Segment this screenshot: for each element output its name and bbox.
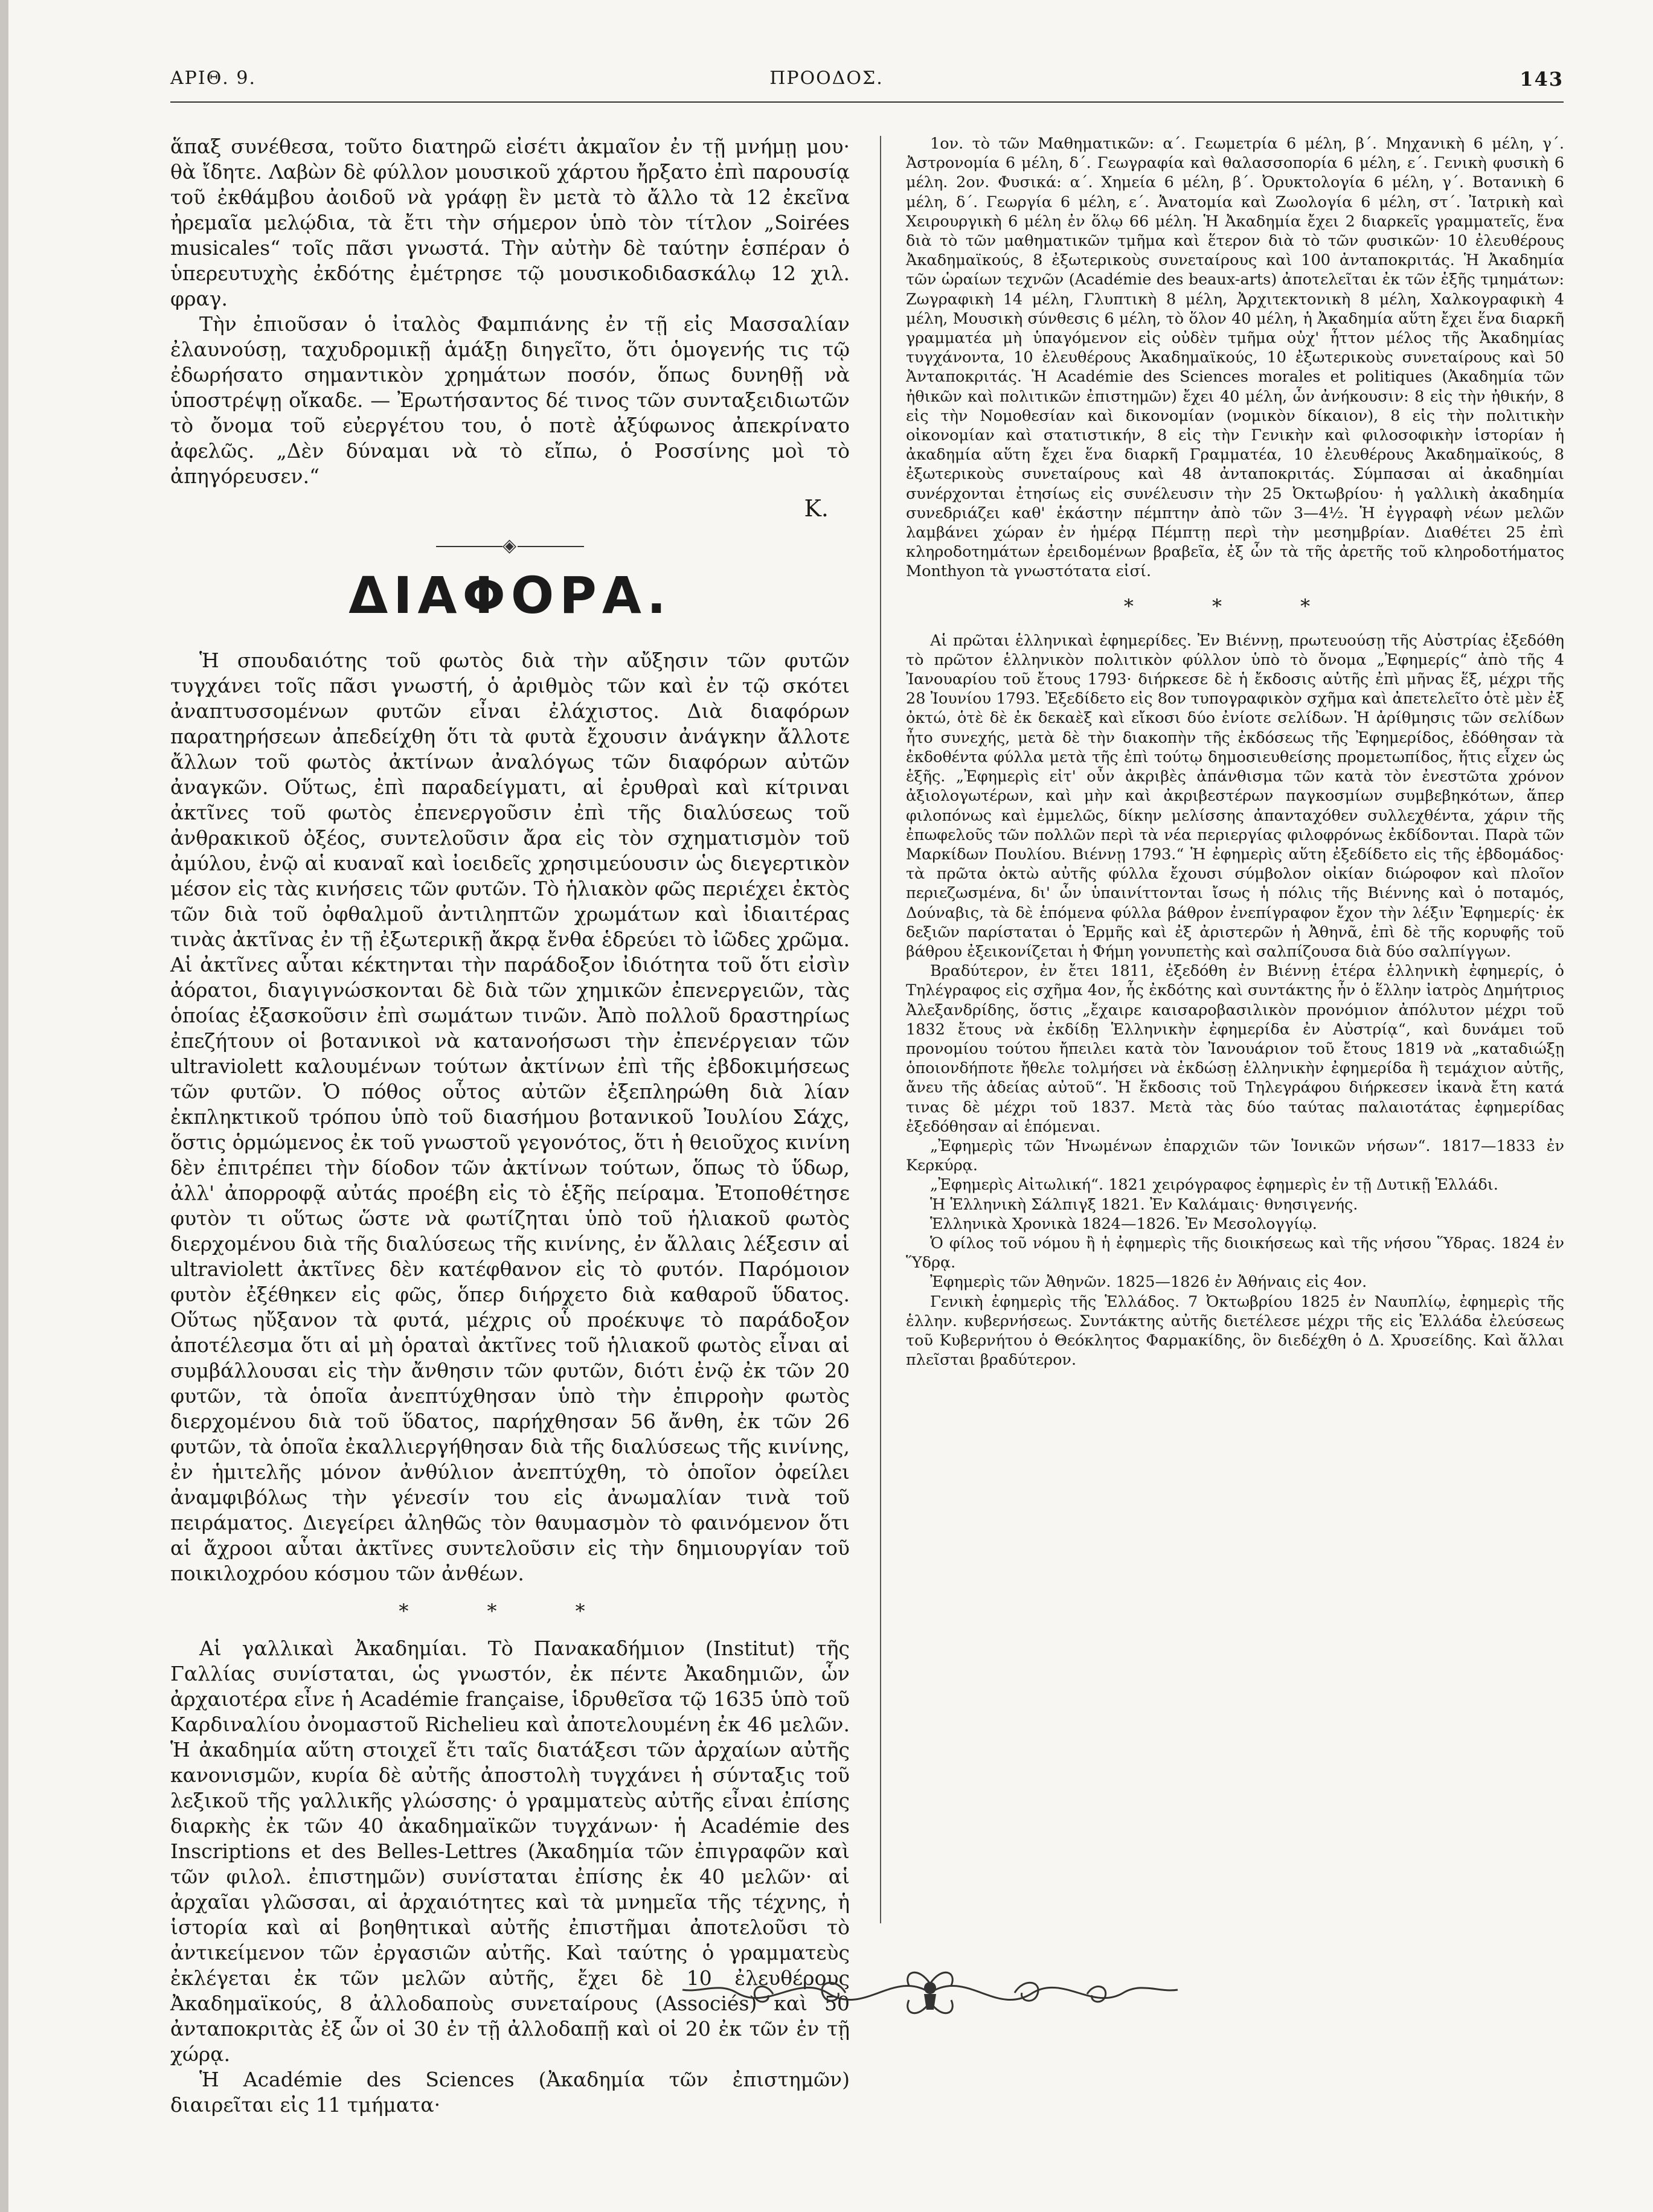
column-rule: [880, 136, 881, 1923]
header-rule: [170, 101, 1564, 103]
academy-sections: 1ον. τὸ τῶν Μαθηματικῶν: α΄. Γεωμετρία 6 μέλη, β΄. Μηχανικὴ 6 μέλη, γ΄. Ἀστρονομία 6 μέλη, δ΄. Γεωγραφία καὶ θαλασσοπορία 6 μέλη, ε΄. Γενικὴ φυσικὴ 6 μέλη. 2ον. Φυσικά: α΄. Χημεία 6 μέλη, β΄. Ὀρυκτολογία 6 μέλη, γ΄. Βοτανικὴ 6 μέλη, δ΄. Γεωργία 6 μέλη, ε΄. Ἀνατομία καὶ Ζωολογία 6 μέλη, στ΄. Ἰατρικὴ καὶ Χειρουργικὴ 6 μέλη ἐν ὅλῳ 66 μέλη. Ἡ Ἀκαδημία ἔχει 2 διαρκεῖς γραμματεῖς, ἕνα διὰ τὸ τῶν μαθηματικῶν τμῆμα καὶ ἕτερον διὰ τὸ τῶν φυσικῶν· 10 ἐλευθέρους Ἀκαδημαϊκούς, 8 ἐξωτερικοὺς συνεταίρους καὶ 100 ἀνταποκριτάς. Ἡ Ἀκαδημία τῶν ὡραίων τεχνῶν (Académie des beaux-arts) ἀποτελεῖται ἐκ τῶν ἑξῆς τμημάτων: Ζωγραφικὴ 14 μέλη, Γλυπτικὴ 8 μέλη, Ἀρχιτεκτονικὴ 8 μέλη, Χαλκογραφικὴ 4 μέλη, Μουσικὴ σύνθεσις 6 μέλη, τὸ ὅλον 40 μέλη, ἡ Ἀκαδημία αὕτη ἔχει ἕνα διαρκῆ γραμματέα μὴ ὑπαγόμενον εἰς οὐδὲν τμῆμα οὐχ' ἧττον μέλος τῆς Ἀκαδημίας τυγχάνοντα, 10 ἐλευθέρους Ἀκαδημαϊκούς, 10 ἐξωτερικοὺς συνεταίρους καὶ 50 Ἀνταποκριτάς. Ἡ Académie des Sciences morales et politiques (Ἀκαδημία τῶν ἠθικῶν καὶ πολιτικῶν ἐπιστημῶν) ἔχει 40 μέλη, ὧν ἀνήκουσιν: 8 εἰς τὴν ἠθικήν, 8 εἰς τὴν Νομοθεσίαν καὶ δικονομίαν (νομικὸν δίκαιον), 8 εἰς τὴν πολιτικὴν οἰκονομίαν καὶ στατιστικήν, 8 εἰς τὴν Γενικὴν καὶ φιλοσοφικὴν ἱστορίαν ἡ ἀκαδημία αὕτη ἔχει ἕνα διαρκῆ Γραμματέα, 10 ἐλευθέρους Ἀκαδημαϊκούς, 8 ἐξωτερικοὺς συνεταίρους καὶ 48 ἀνταποκριτάς. Σύμπασαι αἱ ἀκαδημίαι συνέρχονται ἐτησίως εἰς συνέλευσιν τὴν 25 Ὀκτωβρίου· ἡ γαλλικὴ ἀκαδημία συνεδριάζει καθ' ἑκάστην πέμπτην ἀπὸ τῶν 3—4½. Ἡ ἐγγραφὴ νέων μελῶν λαμβάνει χώραν ἐν ἡμέρᾳ Πέμπτῃ περὶ τὴν μεσημβρίαν. Διαθέτει 25 ἐπὶ κληροδοτημάτων ἐρειδομένων βραβεῖα, ἐξ ὧν τὰ τῆς ἀρετῆς τοῦ κληροδοτήματος Monthyon τὰ γνωστότατα εἰσί.: [906, 135, 1564, 581]
article-newspapers: Βραδύτερον, ἐν ἔτει 1811, ἐξεδόθη ἐν Βιέννῃ ἑτέρα ἑλληνικὴ ἐφημερίς, ὁ Τηλέγραφος εἰς σχῆμα 4ον, ἧς ἐκδότης καὶ συντάκτης ἦν ὁ ἕλλην ἰατρὸς Δημήτριος Ἀλεξανδρίδης, ὅστις „ἔχαιρε καισαροβασιλικὸν προνόμιον ἀπόλυτον μέχρι τοῦ 1832 ἔτους νὰ ἐκδίδῃ Ἑλληνικὴν ἐφημερίδα ἐν Αὐστρίᾳ“, καὶ δυνάμει τοῦ προνομίου τούτου ἤπειλει κατὰ τὸν Ἰανουάριον τοῦ ἔτους 1819 νὰ „καταδιώξῃ ὁποιονδήποτε ἤθελε τολμήσει νὰ ἐκδώσῃ ἑλληνικὴν ἐφημερίδα ἢ τεμάχιον αὐτῆς, ἄνευ τῆς ἀδείας αὐτοῦ“. Ἡ ἔκδοσις τοῦ Τηλεγράφου διήρκεσεν ἱκανὰ ἔτη κατά τινας δὲ μέχρι τοῦ 1837. Μετὰ τὰς δύο ταύτας παλαιοτάτας ἐφημερίδας ἐξεδόθησαν αἱ ἑπόμεναι.: [906, 962, 1564, 1136]
author-signature: Κ.: [804, 495, 829, 522]
journal-title: ΠΡΟΟΔΟΣ.: [769, 68, 884, 89]
issue-number: ΑΡΙΘ. 9.: [170, 68, 256, 89]
newspaper-list-item: Ἐφημερὶς τῶν Ἀθηνῶν. 1825—1826 ἐν Ἀθήναις εἰς 4ον.: [930, 1273, 1367, 1292]
section-title: ΔΙΑΦΟΡΑ.: [348, 566, 672, 625]
asterisk-separator: * * *: [399, 1600, 621, 1623]
article-academies: Αἱ γαλλικαὶ Ἀκαδημίαι. Τὸ Πανακαδήμιον (Institut) τῆς Γαλλίας συνίσταται, ὡς γνωστόν, ἐκ πέντε Ἀκαδημιῶν, ὧν ἀρχαιοτέρα εἶνε ἡ Académie française, ἱδρυθεῖσα τῷ 1635 ὑπὸ τοῦ Καρδιναλίου ὀνομαστοῦ Richelieu καὶ ἀποτελουμένη ἐκ 46 μελῶν. Ἡ ἀκαδημία αὕτη στοιχεῖ ἔτι ταῖς διατάξεσι τῶν ἀρχαίων αὐτῆς κανονισμῶν, κυρία δὲ αὐτῆς ἀποστολὴ τυγχάνει ἡ σύνταξις τοῦ λεξικοῦ τῆς γαλλικῆς γλώσσης· ὁ γραμματεὺς αὐτῆς εἶναι ἐπίσης διαρκὴς ἐκ τῶν 40 ἀκαδημαϊκῶν τυγχάνων· ἡ Académie des Inscriptions et des Belles-Lettres (Ἀκαδημία τῶν ἐπιγραφῶν καὶ τῶν φιλολ. ἐπιστημῶν) συνίσταται ἐπίσης ἐκ 40 μελῶν· αἱ ἀρχαῖαι γλῶσσαι, αἱ ἀρχαιότητες καὶ τὰ μνημεῖα τῆς τέχνης, ἡ ἱστορία καὶ αἱ βοηθητικαὶ αὐτῆς ἐπιστῆμαι ἀποτελοῦσι τὸ ἀντικείμενον τῶν ἐργασιῶν αὐτῆς. Καὶ ταύτης ὁ γραμματεὺς ἐκλέγεται ἐκ τῶν μελῶν αὐτῆς, ἔχει δὲ 10 ἐλευθέρους Ἀκαδημαϊκούς, 8 ἀλλοδαποὺς συνεταίρους (Associés) καὶ 50 ἀνταποκριτὰς ἐξ ὧν οἱ 30 ἐν τῇ ἀλλοδαπῇ καὶ οἱ 20 ἐκ τῶν ἐν τῇ χώρᾳ.: [170, 1637, 850, 2066]
diamond-icon: ◈: [502, 535, 518, 556]
right-column: [906, 134, 1564, 1370]
newspaper-list-item: Ὁ φίλος τοῦ νόμου ἢ ἡ ἐφημερὶς τῆς διοικήσεως καὶ τῆς νήσου Ὕδρας. 1824 ἐν Ὕδρᾳ.: [906, 1234, 1564, 1272]
newspaper-list-item: Γενικὴ ἐφημερὶς τῆς Ἑλλάδος. 7 Ὀκτωβρίου 1825 ἐν Ναυπλίῳ, ἐφημερὶς τῆς ἑλλην. κυβερνήσεως. Συντάκτης αὐτῆς διετέλεσε μέχρι τῆς εἰς Ἑλλάδα ἐλεύσεως τοῦ Κυβερνήτου ὁ Θεόκλητος Φαρμακίδης, ὃν διεδέχθη ὁ Δ. Χρυσείδης. Καὶ ἄλλαι πλεῖσται βραδύτερον.: [906, 1292, 1564, 1370]
cherub-scroll-ornament-icon: [664, 1957, 1196, 2029]
newspaper-list-item: Ἡ Ἑλληνικὴ Σάλπιγξ 1821. Ἐν Καλάμαις· θνησιγενής.: [930, 1195, 1358, 1214]
article-sciences: Ἡ Académie des Sciences (Ἀκαδημία τῶν ἐπιστημῶν) διαιρεῖται εἰς 11 τμήματα·: [170, 2068, 850, 2117]
asterisk-separator: * * *: [1123, 594, 1347, 618]
newspaper-list-item: Ἑλληνικὰ Χρονικὰ 1824—1826. Ἐν Μεσολογγίῳ.: [930, 1214, 1317, 1233]
story-paragraph: ἅπαξ συνέθεσα, τοῦτο διατηρῶ εἰσέτι ἀκμαῖον ἐν τῇ μνήμῃ μου· θὰ ἴδητε. Λαβὼν δὲ φύλλον μουσικοῦ χάρτου ἤρξατο ἐπὶ παρουσίᾳ τοῦ ἐκθάμβου ἀοιδοῦ νὰ γράφῃ ἓν μετὰ τὸ ἄλλο τὰ 12 ἐκεῖνα ἠρεμαῖα μελῴδια, τὰ ἔτι τὴν σήμερον ὑπὸ τὸν τίτλον „Soirées musicales“ τοῖς πᾶσι γνωστά. Τὴν αὐτὴν δὲ ταύτην ἑσπέραν ὁ ὑπερευτυχὴς ἐκδότης ἐμέτρησε τῷ μουσικοδιδασκάλῳ 12 χιλ. φραγ.: [170, 135, 850, 310]
article-light: Ἡ σπουδαιότης τοῦ φωτὸς διὰ τὴν αὔξησιν τῶν φυτῶν τυγχάνει τοῖς πᾶσι γνωστή, ὁ ἀριθμὸς τῶν καὶ ἐν τῷ σκότει ἀναπτυσσομένων φυτῶν εἶναι ἐλάχιστος. Διὰ διαφόρων παρατηρήσεων ἀπεδείχθη ὅτι τὰ φυτὰ ἔχουσιν ἀνάγκην ἄλλοτε ἄλλων τοῦ φωτὸς ἀκτίνων ἀναλόγως τῶν διαφόρων αὐτῶν ἀναγκῶν. Οὕτως, ἐπὶ παραδείγματι, αἱ ἐρυθραὶ καὶ κίτριναι ἀκτῖνες τοῦ φωτὸς ἐπενεργοῦσιν ἐπὶ τῆς διαλύσεως τοῦ ἀνθρακικοῦ ὀξέος, συντελοῦσιν ἄρα εἰς τὸν σχηματισμὸν τοῦ ἀμύλου, ἐνῷ αἱ κυαναῖ καὶ ἰοειδεῖς χρησιμεύουσιν ὡς διεγερτικὸν μέσον εἰς τὰς κινήσεις τῶν φυτῶν. Τὸ ἡλιακὸν φῶς περιέχει ἐκτὸς τῶν διὰ τοῦ ὀφθαλμοῦ ἀντιληπτῶν χρωμάτων καὶ ἰδιαιτέρας τινὰς ἀκτῖνας ἐν τῇ ἐξωτερικῇ ἄκρᾳ ἔνθα ἑδρεύει τὸ ἰῶδες χρῶμα. Αἱ ἀκτῖνες αὗται κέκτηνται τὴν παράδοξον ἰδιότητα τοῦ ὅτι εἰσὶν ἀόρατοι, διαγιγνώσκονται δὲ διὰ τῶν χημικῶν ἐπενεργειῶν, τὰς ὁποίας ἐξασκοῦσιν ἐπὶ σωμάτων τινῶν. Ἀπὸ πολλοῦ δραστηρίως ἐπεζήτουν οἱ βοτανικοὶ νὰ κατανοήσωσι τὴν ἐπενέργειαν τῶν ultraviolett καλουμένων τούτων ἀκτίνων ἐπὶ τῆς ἐβδοκιμήσεως τῶν φυτῶν. Ὁ πόθος οὗτος αὐτῶν ἐξεπληρώθη διὰ λίαν ἐκπληκτικοῦ τρόπου ὑπὸ τοῦ διασήμου βοτανικοῦ Ἰουλίου Σάχς, ὅστις ὁρμώμενος ἐκ τοῦ γνωστοῦ γεγονότος, ὅτι ἡ θειοῦχος κινίνη δὲν ἐπιτρέπει τὴν δίοδον τῶν ἀκτίνων τούτων, ὅπως τὸ ὕδωρ, ἀλλ' ἀπορροφᾷ αὐτάς προέβη εἰς τὸ ἑξῆς πείραμα. Ἐτοποθέτησε φυτὸν τι οὕτως ὥστε νὰ φωτίζηται ὑπὸ τοῦ ἡλιακοῦ φωτὸς διερχομένου διὰ τῆς διαλύσεως τῆς κινίνης, ἐν ἄλλαις λέξεσιν αἱ ultraviolett ἀκτῖνες δὲν κατέφθανον εἰς τὸ φυτόν. Παρόμοιον φυτὸν ἐξέθηκεν εἰς φῶς, ὅπερ διήρχετο διὰ καθαροῦ ὕδατος. Οὕτως ηὔξανον τὰ φυτά, μέχρις οὗ προέκυψε τὸ παράδοξον ἀποτέλεσμα ὅτι αἱ μὴ ὁραταὶ ἀκτῖνες τοῦ ἡλιακοῦ φωτὸς εἶναι αἱ συμβάλλουσαι εἰς τὴν ἄνθησιν τῶν φυτῶν, διότι ἐνῷ ἐκ τῶν 20 φυτῶν, τὰ ὁποῖα ἀνεπτύχθησαν ὑπὸ τὴν ἐπιρροὴν φωτὸς διερχομένου διὰ τοῦ ὕδατος, παρήχθησαν 56 ἄνθη, ἐκ τῶν 26 φυτῶν, τὰ ὁποῖα ἐκαλλιεργήθησαν διὰ τῆς διαλύσεως τῆς κινίνης, ἐν ἡμιτελῆς μόνον ἀνθύλιον ἀνεπτύχθη, τὸ ὁποῖον ὀφείλει ἀναμφιβόλως τὴν γένεσίν του εἰς ἀνωμαλίαν τινὰ τοῦ πειράματος. Διεγείρει ἀληθῶς τὸν θαυμασμὸν τὸ φαινόμενον ὅτι αἱ ἄχροοι αὗται ἀκτῖνες συντελοῦσιν εἰς τὴν δημιουργίαν τοῦ ποικιλοχρόου κόσμου τῶν ἀνθέων.: [170, 649, 850, 1585]
article-newspapers: Αἱ πρῶται ἑλληνικαὶ ἐφημερίδες. Ἐν Βιέννῃ, πρωτευούσῃ τῆς Αὐστρίας ἐξεδόθη τὸ πρῶτον ἑλληνικὸν πολιτικὸν φύλλον ὑπὸ τὸ ὄνομα „Ἐφημερίς“ ἀπὸ τῆς 4 Ἰανουαρίου τοῦ ἔτους 1793· διήρκεσε δὲ ἡ ἔκδοσις αὐτῆς ἐπὶ μῆνας ἕξ, μέχρι τῆς 28 Ἰουνίου 1793. Ἐξεδίδετο εἰς 8ον τυπογραφικὸν σχῆμα καὶ ἀπετελεῖτο ὁτὲ μὲν ἐξ ὀκτώ, ὁτὲ δὲ ἐκ δεκαὲξ καὶ εἴκοσι δύο ἐνίοτε σελίδων. Ἡ ἀρίθμησις τῶν σελίδων ἦτο συνεχής, μετὰ δὲ τὴν διακοπὴν τῆς ἐκδόσεως τῆς Ἐφημερίδος, ἐδόθησαν τὰ ἐκδοθέντα φύλλα μετὰ τῆς ἐπὶ τούτῳ δημοσιευθείσης προμετωπίδος, ἥτις εἶχεν ὡς ἑξῆς. „Ἐφημερὶς εἰτ' οὖν ἀκριβὲς ἀπάνθισμα τῶν κατὰ τὸν ἐνεστῶτα χρόνον ἀξιολογωτέρων, καὶ μὴν καὶ ἀκριβεστέρων παγκοσμίων συμβεβηκότων, ἅπερ φιλοπόνως καὶ ἐμμελῶς, δίκην μελίσσης ἀπανταχόθεν συλλεχθέντα, χάριν τῆς ἐπωφελοῦς τῶν πολλῶν περὶ τὰ νέα περιεργίας φιλοφρόνως ἐκδίδονται. Παρὰ τῶν Μαρκίδων Πουλίου. Βιέννῃ 1793.“ Ἡ ἐφημερὶς αὕτη ἐξεδίδετο εἰς τῆς ἑβδομάδος· τὰ πρῶτα ὀκτὼ αὐτῆς φύλλα ἔχουσι σύμβολον οἰκίαν διώροφον καὶ πλοῖον περιεζωσμένα, δι' ὧν ὑπαινίττονται ἴσως ἡ πόλις τῆς Βιέννης καὶ ὁ ποταμός, Δούναβις, τὰ δὲ ἑπόμενα φύλλα βάθρον ἐνεπίγραφον ἔχον τὴν λέξιν Ἐφημερίς· ἐκ δεξιῶν παρίσταται ὁ Ἑρμῆς καὶ ἐξ ἀριστερῶν ἡ Ἀθηνᾶ, ἐπὶ δὲ τῆς κορυφῆς τοῦ βάθρου ἐξεικονίζεται ἡ Φήμη γονυπετὴς καὶ σαλπίζουσα διὰ δύο σαλπίγγων.: [906, 631, 1564, 961]
page-number: 143: [1520, 68, 1564, 91]
newspaper-list-item: „Ἐφημερὶς τῶν Ἡνωμένων ἐπαρχιῶν τῶν Ἰονικῶν νήσων“. 1817—1833 ἐν Κερκύρᾳ.: [906, 1136, 1564, 1175]
story-paragraph: Τὴν ἐπιοῦσαν ὁ ἰταλὸς Φαμπιάνης ἐν τῇ εἰς Μασσαλίαν ἐλαυνούσῃ, ταχυδρομικῇ ἁμάξῃ διηγεῖτο, ὅτι ὁμογενής τις τῷ ἐδωρήσατο σημαντικὸν χρημάτων ποσόν, ὅπως δυνηθῇ νὰ ὑποστρέψῃ οἴκαδε. — Ἐρωτήσαντος δέ τινος τῶν συνταξειδιωτῶν τὸ ὄνομα τοῦ εὐεργέτου του, ὁ ποτὲ ἀξύφωνος ἀπεκρίνατο ἀφελῶς. „Δὲν δύναμαι νὰ τὸ εἴπω, ὁ Ροσσίνης μοὶ τὸ ἀπηγόρευσεν.“: [170, 312, 850, 488]
newspaper-list-item: „Ἐφημερὶς Αἰτωλική“. 1821 χειρόγραφος ἐφημερὶς ἐν τῇ Δυτικῇ Ἑλλάδι.: [930, 1176, 1498, 1194]
left-column: [170, 134, 850, 2118]
section-divider: [170, 535, 850, 556]
page-edge: [0, 0, 8, 2212]
